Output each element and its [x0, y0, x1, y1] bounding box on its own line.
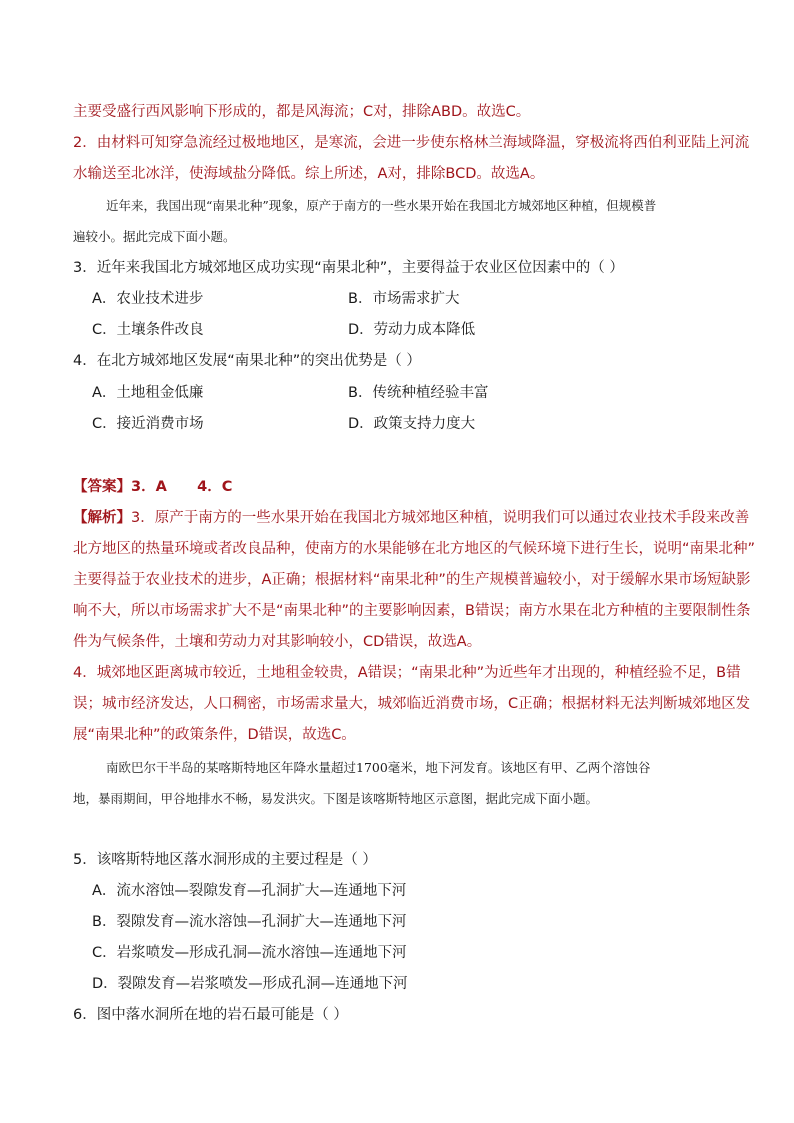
analysis-line-4: 响不大，所以市场需求扩大不是“南果北种”的主要影响因素，B错误；南方水果在北方种植的主要限制性条: [73, 603, 751, 619]
answer-label: 【答案】: [73, 479, 131, 495]
question-5-option-c: C．岩浆喷发—形成孔洞—流水溶蚀—连通地下河: [92, 945, 407, 961]
question-4-option-c: C．接近消费市场: [92, 416, 204, 432]
question-3-option-c: C．土壤条件改良: [92, 322, 204, 338]
question-5-option-b: B．裂隙发育—流水溶蚀—孔洞扩大—连通地下河: [92, 914, 407, 930]
question-3-stem: 3．近年来我国北方城郊地区成功实现“南果北种”，主要得益于农业区位因素中的（ ）: [73, 260, 624, 276]
analysis-label: 【解析】: [73, 510, 131, 526]
analysis-line-2: 北方地区的热量环境或者改良品种，使南方的水果能够在北方地区的气候环境下进行生长，说明“南果北种”: [73, 541, 756, 557]
analysis-line-7: 误；城市经济发达，人口稠密，市场需求量大，城郊临近消费市场，C正确；根据材料无法判断城郊地区发: [73, 696, 751, 712]
intro-passage-2-line-2: 地，暴雨期间，甲谷地排水不畅，易发洪灾。下图是该喀斯特地区示意图，据此完成下面小题。: [73, 791, 599, 806]
intro-passage-1-line-1: 近年来，我国出现“南果北种”现象，原产于南方的一些水果开始在我国北方城郊地区种植，但规模普: [106, 198, 657, 213]
question-4-option-d: D．政策支持力度大: [348, 416, 476, 432]
analysis-line-3: 主要得益于农业技术的进步，A正确；根据材料“南果北种”的生产规模普遍较小，对于缓解水果市场短缺影: [73, 572, 751, 588]
question-5-option-a: A．流水溶蚀—裂隙发育—孔洞扩大—连通地下河: [92, 883, 407, 899]
analysis-line-6: 4．城郊地区距离城市较近，土地租金较贵，A错误；“南果北种”为近些年才出现的，种植经验不足，B错: [73, 665, 741, 681]
question-4-option-a: A．土地租金低廉: [92, 385, 204, 401]
analysis-prev-line-3: 水输送至北冰洋，使海域盐分降低。综上所述，A对，排除BCD。故选A。: [73, 166, 545, 182]
analysis-line-5: 件为气候条件，土壤和劳动力对其影响较小，CD错误，故选A。: [73, 634, 482, 650]
question-3-option-d: D．劳动力成本降低: [348, 322, 476, 338]
analysis-prev-line-1: 主要受盛行西风影响下形成的，都是风海流；C对，排除ABD。故选C。: [73, 104, 531, 120]
analysis-line-1: [73, 509, 749, 527]
intro-passage-2-line-1: 南欧巴尔干半岛的某喀斯特地区年降水量超过1700毫米，地下河发育。该地区有甲、乙两个溶蚀谷: [106, 760, 651, 775]
question-5-option-d: D．裂隙发育—岩浆喷发—形成孔洞—连通地下河: [92, 976, 408, 992]
question-3-option-b: B．市场需求扩大: [348, 291, 460, 307]
analysis-prev-line-2: 2．由材料可知穿急流经过极地地区，是寒流，会进一步使东格林兰海域降温，穿极流将西伯利亚陆上河流: [73, 135, 750, 151]
question-5-stem: 5．该喀斯特地区落水洞形成的主要过程是（ ）: [73, 852, 377, 868]
question-6-stem: 6．图中落水洞所在地的岩石最可能是（ ）: [73, 1007, 348, 1023]
question-4-option-b: B．传统种植经验丰富: [348, 385, 489, 401]
analysis-line-8: 展“南果北种”的政策条件，D错误，故选C。: [73, 727, 356, 743]
answer-text: 3．A 4．C: [131, 479, 233, 495]
question-4-stem: 4．在北方城郊地区发展“南果北种”的突出优势是（ ）: [73, 353, 421, 369]
analysis-line-1-text: 3．原产于南方的一些水果开始在我国北方城郊地区种植，说明我们可以通过农业技术手段来改善: [131, 510, 750, 526]
intro-passage-1-line-2: 遍较小。据此完成下面小题。: [73, 229, 236, 244]
answer-block: [73, 478, 232, 496]
question-3-option-a: A．农业技术进步: [92, 291, 204, 307]
